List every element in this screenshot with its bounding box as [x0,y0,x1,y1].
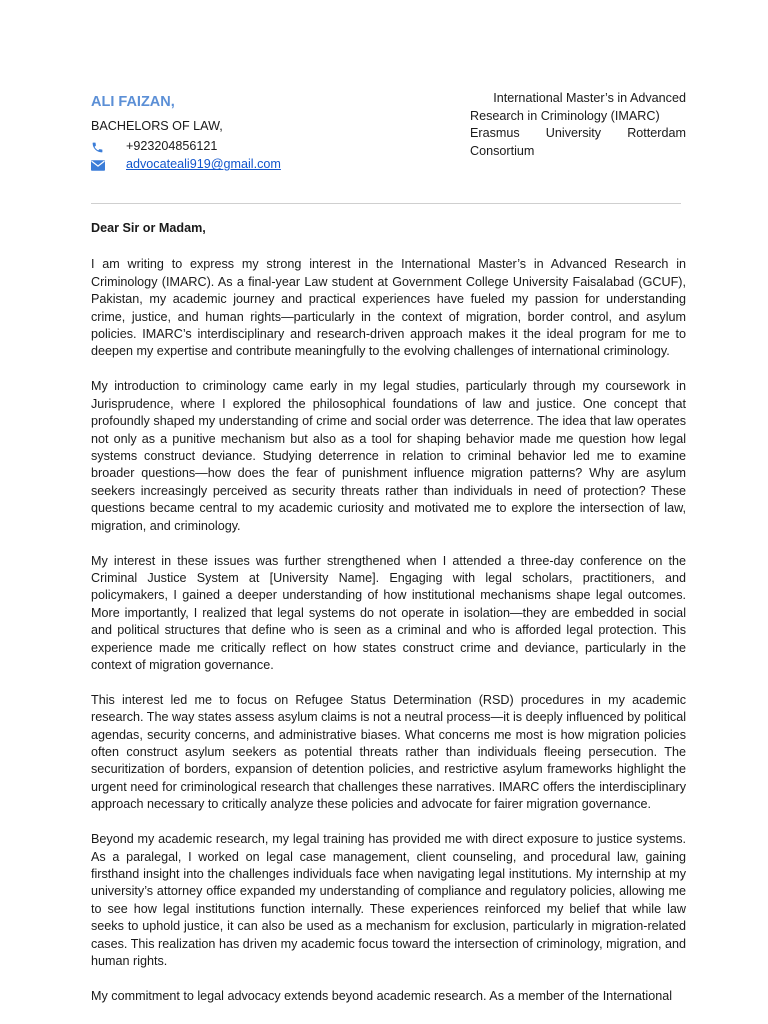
phone-icon [91,141,126,154]
program-line-4: Consortium [470,143,535,158]
email-link[interactable]: advocateali919@gmail.com [126,157,281,172]
paragraph-1: I am writing to express my strong interest in the International Master’s in Advanced Research in Criminology (IMARC). As a final-year Law student at Government College University Faisalabad (GCUF), Pakistan, my academic journey and practical experiences have fueled my passion for understanding crime, justice, and human rights—particularly in the context of migration, border control, and asylum policies. IMARC’s interdisciplinary and research-driven approach makes it the ideal program for me to deepen my expertise and contribute meaningfully to the evolving challenges of international criminology. [91,257,686,359]
header-divider [91,203,681,204]
paragraph-2: My introduction to criminology came early in my legal studies, particularly through my coursework in Jurisprudence, where I explored the philosophical foundations of law and justice. One concept that profoundly shaped my understanding of crime and social order was deterrence. The idea that law operates not only as a punitive mechanism but also as a tool for shaping behavior made me question how legal systems construct deviance. Studying deterrence in relation to criminal behavior led me to examine broader questions—how does the fear of punishment influence migration patterns? Why are asylum seekers increasingly perceived as security threats rather than individuals in need of protection? These questions became central to my academic curiosity and motivated me to explore the intersection of law, migration, and criminology. [91,379,686,533]
phone-number: +923204856121 [126,139,218,154]
program-line-1: International Master’s in Advanced [493,91,686,105]
program-block [470,90,686,160]
sender-degree: BACHELORS OF LAW, [91,119,223,133]
salutation: Dear Sir or Madam, [91,221,206,235]
paragraph-5: Beyond my academic research, my legal training has provided me with direct exposure to justice systems. As a paralegal, I worked on legal case management, client counseling, and procedural law, gaining firsthand insight into the challenges individuals face when navigating legal institutions. My internship at my university’s attorney office expanded my understanding of compliance and regulatory policies, allowing me to see how legal institutions function internally. These experiences reinforced my belief that while law seeks to uphold justice, it can also be used as a mechanism for exclusion, particularly in migration-related cases. This realization has driven my academic focus toward the intersection of criminology, migration, and human rights. [91,832,686,969]
program-line-2: Research in Criminology (IMARC) [470,108,660,123]
sender-block [91,92,391,174]
sender-name: ALI FAIZAN, [91,94,175,110]
paragraph-6: My commitment to legal advocacy extends beyond academic research. As a member of the International [91,988,673,1003]
phone-row [91,138,391,156]
paragraph-4: This interest led me to focus on Refugee Status Determination (RSD) procedures in my academic research. The way states assess asylum claims is not a neutral process—it is deeply influenced by political agendas, security concerns, and administrative biases. What concerns me most is how migration policies often construct asylum seekers as potential threats rather than individuals fleeing persecution. The securitization of borders, expansion of detention policies, and restrictive asylum frameworks highlight the urgent need for criminological research that challenges these narratives. IMARC offers the interdisciplinary approach necessary to critically analyze these policies and advocate for fairer migration governance. [91,692,686,812]
paragraph-3: My interest in these issues was further strengthened when I attended a three-day conference on the Criminal Justice System at [University Name]. Engaging with legal scholars, practitioners, and policymakers, I gained a deeper understanding of how institutional mechanisms shape legal outcomes. More importantly, I realized that legal systems do not operate in isolation—they are embedded in social and political structures that define who is seen as a criminal and who is afforded legal protection. This experience made me critically reflect on how states construct crime and deviance, particularly in the context of migration governance. [91,553,686,672]
letter-body [91,220,686,1023]
email-row [91,156,391,174]
program-line-3: Erasmus University Rotterdam [470,126,686,141]
envelope-icon [91,160,126,171]
